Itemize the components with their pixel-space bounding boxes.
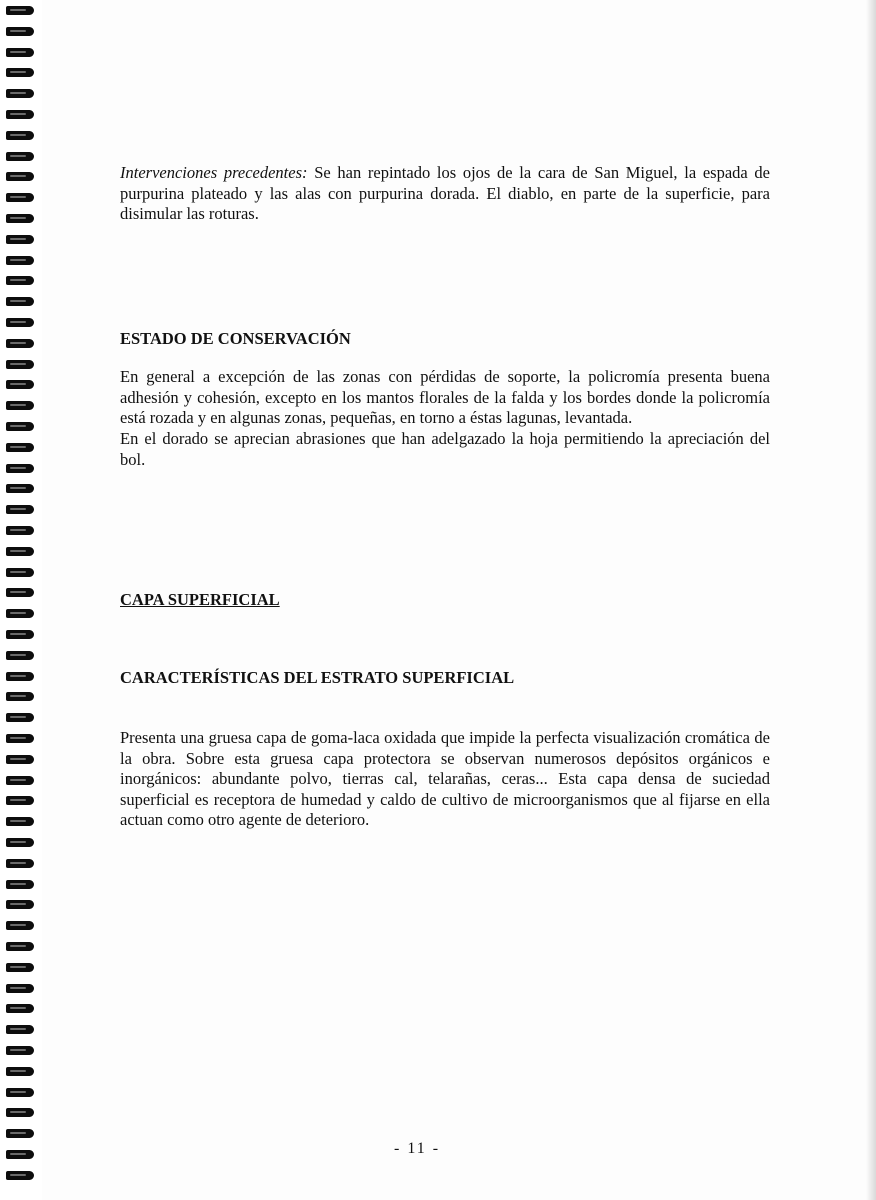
binding-ring [6,193,34,202]
binding-ring [6,776,34,785]
binding-ring [6,900,34,909]
binding-ring [6,942,34,951]
binding-ring [6,380,34,389]
binding-ring [6,692,34,701]
binding-ring [6,1004,34,1013]
binding-ring [6,1067,34,1076]
binding-ring [6,526,34,535]
binding-ring [6,1088,34,1097]
binding-ring [6,27,34,36]
binding-ring [6,984,34,993]
binding-ring [6,921,34,930]
binding-ring [6,214,34,223]
binding-ring [6,443,34,452]
binding-ring [6,318,34,327]
binding-ring [6,1129,34,1138]
binding-ring [6,1025,34,1034]
binding-ring [6,235,34,244]
binding-ring [6,110,34,119]
binding-ring [6,339,34,348]
binding-ring [6,588,34,597]
binding-ring [6,734,34,743]
binding-ring [6,172,34,181]
binding-ring [6,360,34,369]
binding-ring [6,422,34,431]
binding-ring [6,568,34,577]
binding-ring [6,859,34,868]
caracteristicas-heading: CARACTERÍSTICAS DEL ESTRATO SUPERFICIAL [120,668,515,687]
estado-paragraph-2: En el dorado se aprecian abrasiones que han adelgazado la hoja permitiendo la apreciación del bol. [120,429,770,469]
binding-ring [6,68,34,77]
capa-heading: CAPA SUPERFICIAL [120,590,280,609]
binding-ring [6,838,34,847]
binding-ring [6,1150,34,1159]
binding-ring [6,1171,34,1180]
binding-ring [6,609,34,618]
binding-ring [6,401,34,410]
binding-ring [6,1046,34,1055]
binding-ring [6,484,34,493]
binding-ring [6,630,34,639]
binding-ring [6,256,34,265]
caracteristicas-paragraph: Presenta una gruesa capa de goma-laca oxidada que impide la perfecta visualización cromática de la obra. Sobre esta gruesa capa protectora se observan numerosos depósitos orgánicos e inorgánicos: abundante polvo, tierras cal, telarañas, ceras... Esta capa densa de suciedad superficial es receptora de humedad y caldo de cultivo de microorganismos que al fijarse en ella actuan como otro agente de deterioro. [120,728,770,829]
intervenciones-label: Intervenciones precedentes: [120,163,308,182]
binding-ring [6,464,34,473]
binding-ring [6,817,34,826]
binding-ring [6,672,34,681]
spiral-binding [0,0,42,1200]
binding-ring [6,713,34,722]
binding-ring [6,755,34,764]
binding-ring [6,152,34,161]
binding-ring [6,963,34,972]
binding-ring [6,6,34,15]
binding-ring [6,651,34,660]
page-edge [866,0,876,1200]
intervenciones-paragraph [120,163,770,225]
binding-ring [6,48,34,57]
intervenciones-text: Se han repintado los ojos de la cara de San Miguel, la espada de purpurina plateado y las alas con purpurina dorada. El diablo, en parte de la superficie, para disimular las roturas. [120,163,770,223]
binding-ring [6,131,34,140]
estado-heading: ESTADO DE CONSERVACIÓN [120,329,351,348]
page-number: - 11 - [394,1140,441,1157]
binding-ring [6,276,34,285]
binding-ring [6,1108,34,1117]
estado-paragraph-1: En general a excepción de las zonas con pérdidas de soporte, la policromía presenta buena adhesión y cohesión, excepto en los mantos florales de la falda y los bordes donde la policromía está rozada y en algunas zonas, pequeñas, en torno a éstas lagunas, levantada. [120,367,770,427]
binding-ring [6,880,34,889]
binding-ring [6,547,34,556]
binding-ring [6,796,34,805]
binding-ring [6,297,34,306]
binding-ring [6,89,34,98]
binding-ring [6,505,34,514]
